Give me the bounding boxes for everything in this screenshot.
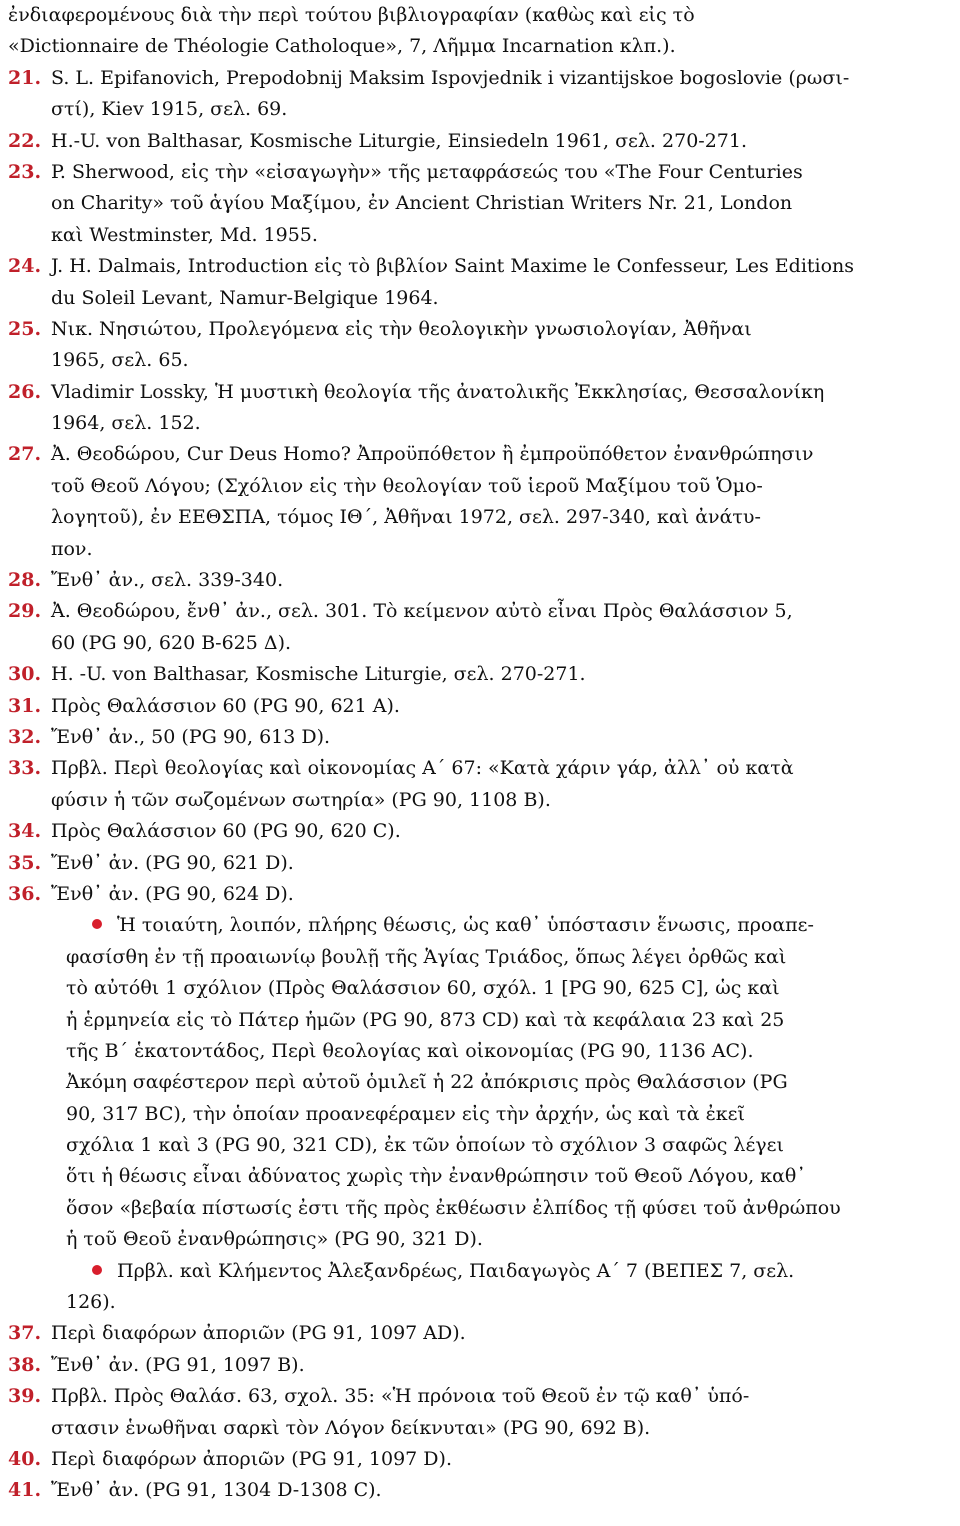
footnote-text: Ἀ. Θεοδώρου, Cur Deus Homo? Ἀπροϋπόθετον ἢ ἐμπροϋπόθετον ἐνανθρώπησιν — [51, 443, 814, 466]
footnote-38 — [8, 1350, 952, 1381]
footnote-text: Ἔνθ᾽ ἀν. (PG 90, 624 D). — [51, 882, 294, 905]
footnote-text: Ἔνθ᾽ ἀν. (PG 91, 1304 D-1308 C). — [51, 1479, 382, 1502]
text-line: «Dictionnaire de Théologie Catholoque», 7, Λῆμμα Incarnation κλπ.). — [8, 35, 676, 58]
footnote-39 — [8, 1381, 952, 1444]
footnote-text: φύσιν ἡ τῶν σωζομένων σωτηρία» (PG 90, 1108 B). — [51, 788, 551, 811]
bullet-text: ἡ τοῦ Θεοῦ ἐνανθρώπησις» (PG 90, 321 D). — [66, 1228, 483, 1251]
bullet-icon — [92, 919, 102, 929]
footnote-number: 34. — [8, 820, 42, 843]
footnote-text: Πρβλ. Πρὸς Θαλάσ. 63, σχολ. 35: «Ἡ πρόνοια τοῦ Θεοῦ ἐν τῷ καθ᾽ ὑπό- — [51, 1385, 750, 1408]
bullet-text: σχόλια 1 καὶ 3 (PG 90, 321 CD), ἐκ τῶν ὁποίων τὸ σχόλιον 3 σαφῶς λέγει — [66, 1134, 784, 1157]
footnote-41 — [8, 1475, 952, 1506]
footnote-text: 1964, σελ. 152. — [51, 412, 201, 435]
bullet-paragraph-2 — [8, 1256, 952, 1319]
footnote-text: on Charity» τοῦ ἁγίου Μαξίμου, ἐν Ancient Christian Writers Nr. 21, London — [51, 192, 793, 215]
footnote-number: 29. — [8, 600, 42, 623]
footnote-32 — [8, 722, 952, 753]
footnote-28 — [8, 565, 952, 596]
footnote-text: λογητοῦ), ἐν ΕΕΘΣΠΑ, τόμος ΙΘ΄, Ἀθῆναι 1972, σελ. 297-340, καὶ ἀνάτυ- — [51, 506, 761, 529]
footnote-22 — [8, 126, 952, 157]
footnote-text: Πρβλ. Περὶ θεολογίας καὶ οἰκονομίας Α΄ 67: «Κατὰ χάριν γάρ, ἀλλ᾽ οὐ κατὰ — [51, 757, 794, 780]
footnote-number: 35. — [8, 851, 42, 874]
footnote-text: Ἀ. Θεοδώρου, ἔνθ᾽ ἀν., σελ. 301. Τὸ κείμενον αὐτὸ εἶναι Πρὸς Θαλάσσιον 5, — [51, 600, 793, 623]
bullet-text: τὸ αὐτόθι 1 σχόλιον (Πρὸς Θαλάσσιον 60, σχόλ. 1 [PG 90, 625 C], ὡς καὶ — [66, 977, 780, 1000]
footnote-text: Πρὸς Θαλάσσιον 60 (PG 90, 620 C). — [51, 820, 401, 843]
footnote-text: Ἔνθ᾽ ἀν. (PG 91, 1097 B). — [51, 1353, 305, 1376]
footnote-23 — [8, 157, 952, 251]
footnote-text: Ἔνθ᾽ ἀν., 50 (PG 90, 613 D). — [51, 725, 331, 748]
footnote-37 — [8, 1318, 952, 1349]
footnote-text: πον. — [51, 537, 93, 560]
footnote-27 — [8, 439, 952, 565]
footnote-text: 1965, σελ. 65. — [51, 349, 189, 372]
footnote-number: 41. — [8, 1479, 42, 1502]
bullet-text: 90, 317 BC), τὴν ὁποίαν προανεφέραμεν εἰς τὴν ἀρχήν, ὡς καὶ τὰ ἐκεῖ — [66, 1102, 745, 1125]
footnote-31 — [8, 691, 952, 722]
footnote-number: 25. — [8, 317, 42, 340]
bullet-text: Ἡ τοιαύτη, λοιπόν, πλήρης θέωσις, ὡς καθ᾽ ὑπόστασιν ἕνωσις, προαπε- — [117, 914, 814, 937]
bullet-text: τῆς Β΄ ἑκατοντάδος, Περὶ θεολογίας καὶ οἰκονομίας (PG 90, 1136 AC). — [66, 1039, 754, 1062]
footnote-text: καὶ Westminster, Md. 1955. — [51, 223, 318, 246]
footnote-text: H.-U. von Balthasar, Kosmische Liturgie, Einsiedeln 1961, σελ. 270-271. — [51, 129, 748, 152]
footnote-number: 32. — [8, 725, 42, 748]
footnote-number: 38. — [8, 1353, 42, 1376]
bullet-text: 126). — [66, 1291, 116, 1314]
bullet-text: Ἀκόμη σαφέστερον περὶ αὐτοῦ ὁμιλεῖ ἡ 22 ἀπόκρισις πρὸς Θαλάσσιον (PG — [66, 1071, 788, 1094]
footnote-number: 26. — [8, 380, 42, 403]
footnote-number: 24. — [8, 255, 42, 278]
footnote-40 — [8, 1444, 952, 1475]
bullet-text: ἡ ἑρμηνεία εἰς τὸ Πάτερ ἡμῶν (PG 90, 873 CD) καὶ τὰ κεφάλαια 23 καὶ 25 — [66, 1008, 785, 1031]
bullet-text: φασίσθη ἐν τῇ προαιωνίῳ βουλῇ τῆς Ἁγίας Τριάδος, ὅπως λέγει ὀρθῶς καὶ — [66, 945, 787, 968]
footnote-number: 36. — [8, 882, 42, 905]
footnote-text: Ἔνθ᾽ ἀν., σελ. 339-340. — [51, 569, 284, 592]
footnote-text: στασιν ἑνωθῆναι σαρκὶ τὸν Λόγον δείκνυται» (PG 90, 692 B). — [51, 1416, 651, 1439]
footnote-text: Ἔνθ᾽ ἀν. (PG 90, 621 D). — [51, 851, 294, 874]
footnote-26 — [8, 377, 952, 440]
footnote-24 — [8, 251, 952, 314]
footnote-text: H. -U. von Balthasar, Kosmische Liturgie, σελ. 270-271. — [51, 663, 586, 686]
intro-paragraph — [8, 0, 952, 63]
footnote-21 — [8, 63, 952, 126]
footnote-number: 21. — [8, 66, 42, 89]
footnote-35 — [8, 848, 952, 879]
footnote-number: 37. — [8, 1322, 42, 1345]
bullet-icon — [92, 1265, 102, 1275]
footnote-text: στί), Kiev 1915, σελ. 69. — [51, 98, 288, 121]
footnote-number: 22. — [8, 129, 42, 152]
footnote-text: Νικ. Νησιώτου, Προλεγόμενα εἰς τὴν θεολογικὴν γνωσιολογίαν, Ἀθῆναι — [51, 317, 752, 340]
footnote-text: Περὶ διαφόρων ἀποριῶν (PG 91, 1097 D). — [51, 1447, 452, 1470]
footnote-number: 33. — [8, 757, 42, 780]
footnote-text: Περὶ διαφόρων ἀποριῶν (PG 91, 1097 AD). — [51, 1322, 466, 1345]
footnote-text: 60 (PG 90, 620 Β-625 Δ). — [51, 631, 292, 654]
footnote-text: Vladimir Lossky, Ἡ μυστικὴ θεολογία τῆς ἀνατολικῆς Ἐκκλησίας, Θεσσαλονίκη — [51, 380, 825, 403]
footnote-text: τοῦ Θεοῦ Λόγου; (Σχόλιον εἰς τὴν θεολογίαν τοῦ ἱεροῦ Μαξίμου τοῦ Ὁμο- — [51, 474, 763, 497]
footnote-30 — [8, 659, 952, 690]
footnote-text: P. Sherwood, εἰς τὴν «εἰσαγωγὴν» τῆς μεταφράσεώς του «The Four Centuries — [51, 160, 803, 183]
footnote-number: 27. — [8, 443, 42, 466]
footnote-number: 30. — [8, 663, 42, 686]
footnote-34 — [8, 816, 952, 847]
footnote-number: 39. — [8, 1385, 42, 1408]
footnote-number: 23. — [8, 160, 42, 183]
footnote-29 — [8, 596, 952, 659]
footnote-text: J. H. Dalmais, Introduction εἰς τὸ βιβλίον Saint Maxime le Confesseur, Les Editions — [51, 255, 855, 278]
footnote-text: S. L. Epifanovich, Prepodobnij Maksim Ispovjednik i vizantijskoe bogoslovie (ρωσι- — [51, 66, 850, 89]
text-line: ἐνδιαφερομένους διὰ τὴν περὶ τούτου βιβλιογραφίαν (καθὼς καὶ εἰς τὸ — [8, 4, 695, 26]
footnote-25 — [8, 314, 952, 377]
bullet-text: ὅσον «βεβαία πίστωσίς ἐστι τῆς πρὸς ἐκθέωσιν ἐλπίδος τῇ φύσει τοῦ ἀνθρώπου — [66, 1196, 841, 1219]
footnote-number: 31. — [8, 694, 42, 717]
bullet-text: Πρβλ. καὶ Κλήμεντος Ἀλεξανδρέως, Παιδαγωγὸς Α΄ 7 (ΒΕΠΕΣ 7, σελ. — [117, 1259, 795, 1282]
footnote-33 — [8, 753, 952, 816]
footnote-text: du Soleil Levant, Namur-Belgique 1964. — [51, 286, 439, 309]
footnote-number: 28. — [8, 569, 42, 592]
bullet-text: ὅτι ἡ θέωσις εἶναι ἀδύνατος χωρὶς τὴν ἐνανθρώπησιν τοῦ Θεοῦ Λόγου, καθ᾽ — [66, 1165, 806, 1188]
footnote-text: Πρὸς Θαλάσσιον 60 (PG 90, 621 A). — [51, 694, 400, 717]
bullet-paragraph-1 — [8, 910, 952, 1255]
footnote-number: 40. — [8, 1447, 42, 1470]
footnote-36 — [8, 879, 952, 910]
